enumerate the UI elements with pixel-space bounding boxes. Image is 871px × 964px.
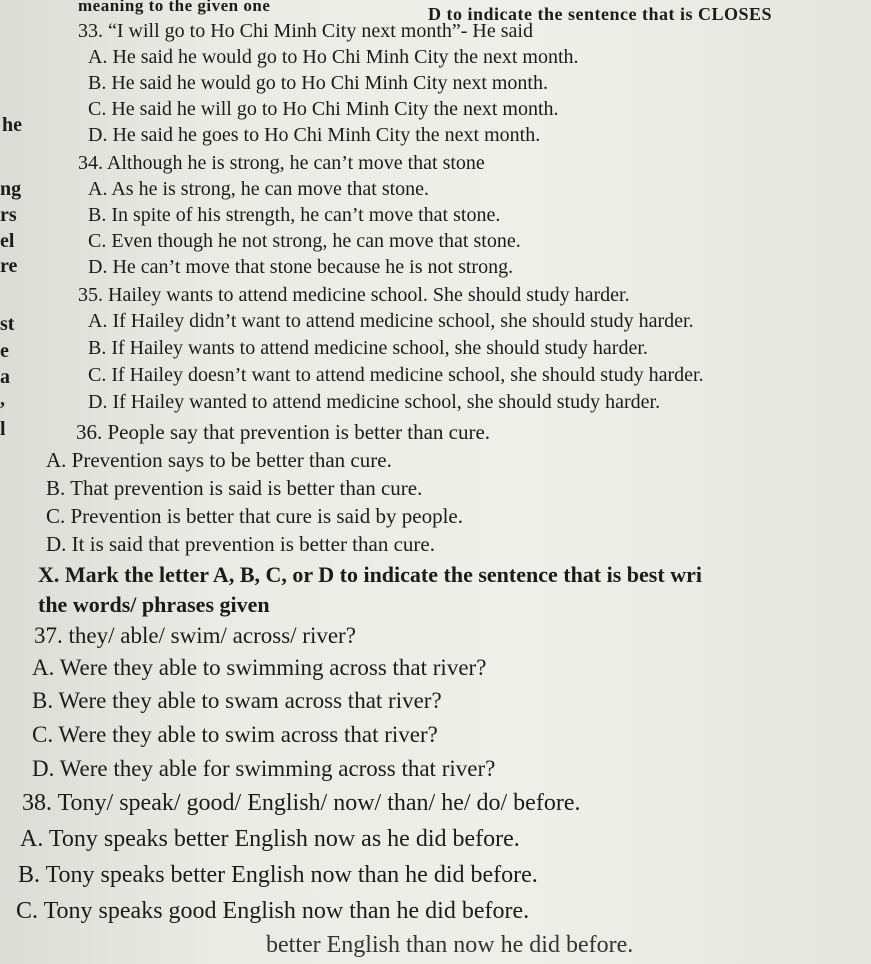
question-38-option-a: A. Tony speaks better English now as he did before. [20, 826, 520, 852]
question-35-stem: 35. Hailey wants to attend medicine school. She should study harder. [78, 284, 630, 306]
question-35-option-c: C. If Hailey doesn’t want to attend medicine school, she should study harder. [88, 364, 704, 386]
margin-fragment: ng [0, 178, 22, 200]
question-37-option-b: B. Were they able to swam across that river? [32, 688, 442, 713]
question-35-option-d: D. If Hailey wanted to attend medicine school, she should study harder. [88, 391, 661, 413]
question-34-option-c: C. Even though he not strong, he can move that stone. [88, 230, 521, 252]
section-x-heading-continued: the words/ phrases given [38, 592, 270, 617]
question-33-option-c: C. He said he will go to Ho Chi Minh City the next month. [88, 98, 559, 120]
question-33-option-a: A. He said he would go to Ho Chi Minh City the next month. [88, 46, 579, 68]
margin-fragment: l [0, 418, 6, 440]
question-34-option-b: B. In spite of his strength, he can’t move that stone. [88, 204, 501, 226]
question-34-option-d: D. He can’t move that stone because he is not strong. [88, 256, 514, 278]
margin-fragment: e [0, 340, 9, 362]
question-36-stem: 36. People say that prevention is better than cure. [76, 420, 491, 444]
question-36-option-d: D. It is said that prevention is better than cure. [46, 532, 435, 556]
margin-fragment: st [0, 313, 15, 335]
header-right-fragment: D to indicate the sentence that is CLOSES [428, 4, 772, 24]
question-34-stem: 34. Although he is strong, he can’t move that stone [78, 152, 485, 174]
margin-fragment: el [0, 230, 15, 252]
question-36-option-a: A. Prevention says to be better than cure. [46, 448, 392, 472]
question-38-option-d-partial: better English than now he did before. [266, 932, 634, 958]
margin-fragment: rs [0, 204, 17, 226]
question-37-option-a: A. Were they able to swimming across that river? [32, 655, 487, 680]
question-35-option-a: A. If Hailey didn’t want to attend medicine school, she should study harder. [88, 310, 694, 332]
question-38-option-b: B. Tony speaks better English now than he did before. [18, 862, 538, 888]
margin-fragment: he [2, 114, 22, 136]
question-35-option-b: B. If Hailey wants to attend medicine school, she should study harder. [88, 337, 648, 359]
question-36-option-b: B. That prevention is said is better than cure. [46, 476, 423, 500]
question-38-option-c: C. Tony speaks good English now than he did before. [16, 898, 530, 924]
question-34-option-a: A. As he is strong, he can move that stone. [88, 178, 430, 200]
question-37-option-d: D. Were they able for swimming across that river? [32, 756, 496, 781]
margin-fragment: a [0, 366, 10, 388]
question-36-option-c: C. Prevention is better that cure is said by people. [46, 504, 463, 528]
margin-fragment: re [0, 255, 18, 277]
question-33-stem: 33. “I will go to Ho Chi Minh City next month”- He said [78, 20, 533, 42]
question-38-stem: 38. Tony/ speak/ good/ English/ now/ than/ he/ do/ before. [22, 790, 581, 816]
question-37-option-c: C. Were they able to swim across that river? [32, 722, 438, 747]
margin-fragment: , [0, 388, 5, 410]
question-33-option-b: B. He said he would go to Ho Chi Minh City next month. [88, 72, 548, 94]
header-left-fragment: meaning to the given one [78, 0, 271, 15]
section-x-heading: X. Mark the letter A, B, C, or D to indicate the sentence that is best wri [38, 562, 702, 587]
question-33-option-d: D. He said he goes to Ho Chi Minh City the next month. [88, 124, 541, 146]
question-37-stem: 37. they/ able/ swim/ across/ river? [34, 623, 356, 648]
